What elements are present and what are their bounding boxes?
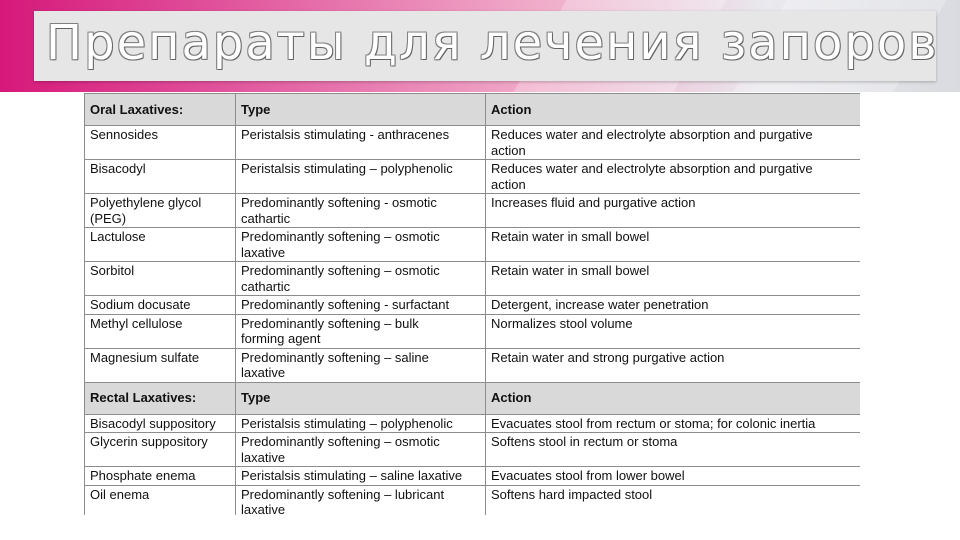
drug-action-line [491, 211, 855, 226]
laxatives-table [84, 93, 860, 515]
drug-type-cell [236, 414, 486, 433]
drug-type-line [241, 143, 480, 158]
drug-action-cell [486, 126, 861, 160]
oral-table-row [85, 194, 861, 228]
oral-table-row [85, 160, 861, 194]
rectal-header-name: Rectal Laxatives: [85, 382, 236, 414]
oral-header-row [85, 94, 861, 126]
drug-action-line: Reduces water and electrolyte absorption and purgative [491, 127, 813, 142]
drug-type-line: laxative [241, 502, 286, 515]
drug-type-cell [236, 433, 486, 467]
drug-action-cell [486, 160, 861, 194]
drug-action-cell [486, 228, 861, 262]
drug-action-line: action [491, 176, 526, 192]
drug-action-line [491, 450, 855, 465]
drug-type-cell [236, 314, 486, 348]
drug-name-cell [85, 467, 236, 486]
drug-type-line: forming agent [241, 331, 321, 346]
drug-name-cell [85, 348, 236, 382]
drug-name-line: Polyethylene glycol [90, 195, 202, 210]
drug-name-cell [85, 126, 236, 160]
drug-action-line [491, 279, 855, 294]
drug-type-line: laxative [241, 449, 286, 465]
drug-type-line [241, 177, 480, 192]
title-box [34, 11, 939, 81]
drug-action-cell [486, 348, 861, 382]
drug-name-line [90, 331, 230, 346]
drug-action-line: Reduces water and electrolyte absorption and purgative [491, 161, 813, 176]
drug-name-line: Lactulose [90, 229, 146, 244]
oral-header-name: Oral Laxatives: [85, 94, 236, 126]
drug-name-line: Bisacodyl suppository [90, 415, 216, 431]
drug-type-line: laxative [241, 365, 286, 380]
rectal-table-row [85, 414, 861, 433]
drug-action-line: Retain water and strong purgative action [491, 349, 725, 365]
drug-action-cell [486, 194, 861, 228]
drug-type-cell [236, 126, 486, 160]
drug-action-line: Softens stool in rectum or stoma [491, 434, 678, 449]
oral-table-row [85, 228, 861, 262]
drug-type-cell [236, 228, 486, 262]
drug-action-line: Normalizes stool volume [491, 315, 633, 331]
drug-type-line: Predominantly softening – osmotic [241, 229, 440, 244]
drug-name-cell [85, 262, 236, 296]
drug-name-line [90, 143, 230, 158]
drug-type-cell [236, 348, 486, 382]
drug-action-line: Retain water in small bowel [491, 229, 650, 244]
oral-header-type: Type [236, 94, 486, 126]
drug-name-line [90, 279, 230, 294]
drug-type-line: Predominantly softening – osmotic [241, 263, 440, 278]
drug-action-cell [486, 485, 861, 515]
drug-name-line [90, 245, 230, 260]
drug-type-line: Peristalsis stimulating – saline laxative [241, 468, 463, 483]
drug-action-line: Retain water in small bowel [491, 263, 650, 278]
drug-name-line: Phosphate enema [90, 468, 196, 483]
rectal-table-row [85, 485, 861, 515]
drug-type-line: Peristalsis stimulating – polyphenolic [241, 415, 453, 431]
drug-type-line: Predominantly softening - surfactant [241, 297, 450, 312]
drug-type-cell [236, 262, 486, 296]
drug-action-cell [486, 296, 861, 315]
drug-name-line [90, 177, 230, 192]
drug-action-line: Evacuates stool from lower bowel [491, 468, 685, 483]
oral-header-action: Action [486, 94, 861, 126]
drug-type-line: laxative [241, 244, 286, 260]
rectal-header-action: Action [486, 382, 861, 414]
drug-action-cell [486, 414, 861, 433]
laxatives-table-container [84, 93, 860, 515]
drug-type-line: Predominantly softening – osmotic [241, 434, 440, 449]
drug-action-line [491, 331, 855, 346]
drug-type-cell [236, 467, 486, 486]
drug-name-line: Oil enema [90, 486, 150, 502]
drug-name-cell [85, 228, 236, 262]
drug-action-cell [486, 314, 861, 348]
drug-action-line: Evacuates stool from rectum or stoma; for colonic inertia [491, 415, 816, 431]
oral-table-row [85, 296, 861, 315]
oral-table-row [85, 348, 861, 382]
drug-action-line: action [491, 142, 526, 158]
drug-action-cell [486, 433, 861, 467]
drug-name-line: Methyl cellulose [90, 315, 183, 331]
drug-type-line: Peristalsis stimulating - anthracenes [241, 127, 450, 142]
drug-action-line [491, 245, 855, 260]
drug-name-line: Glycerin suppository [90, 434, 208, 449]
drug-name-line [90, 502, 230, 515]
drug-name-cell [85, 314, 236, 348]
drug-action-line: Detergent, increase water penetration [491, 297, 709, 312]
oral-table-row [85, 314, 861, 348]
drug-name-line: Sorbitol [90, 263, 135, 278]
drug-name-cell [85, 160, 236, 194]
drug-type-line: Predominantly softening - osmotic [241, 195, 437, 210]
page-title: Препараты для лечения запоров [46, 15, 939, 71]
drug-name-line: Sennosides [90, 127, 158, 142]
rectal-table-row [85, 433, 861, 467]
drug-type-line: cathartic [241, 210, 291, 226]
drug-action-line: Increases fluid and purgative action [491, 195, 696, 210]
drug-name-line [90, 450, 230, 465]
drug-name-line: Bisacodyl [90, 161, 146, 176]
drug-type-line: Peristalsis stimulating – polyphenolic [241, 161, 453, 176]
drug-name-cell [85, 433, 236, 467]
drug-type-cell [236, 194, 486, 228]
drug-action-line: Softens hard impacted stool [491, 486, 653, 502]
drug-name-line: Sodium docusate [90, 297, 191, 312]
drug-type-line: Predominantly softening – saline [241, 349, 429, 365]
drug-action-line [491, 502, 855, 515]
drug-name-cell [85, 485, 236, 515]
drug-action-cell [486, 262, 861, 296]
rectal-table-row [85, 467, 861, 486]
drug-type-cell [236, 296, 486, 315]
oral-table-row [85, 262, 861, 296]
drug-name-cell [85, 414, 236, 433]
drug-type-line: Predominantly softening – bulk [241, 315, 419, 331]
drug-action-line [491, 365, 855, 380]
drug-name-line [90, 365, 230, 380]
drug-name-line: (PEG) [90, 210, 127, 226]
drug-name-line: Magnesium sulfate [90, 349, 200, 365]
drug-type-line: Predominantly softening – lubricant [241, 486, 445, 502]
rectal-header-row [85, 382, 861, 414]
drug-type-line: cathartic [241, 278, 291, 294]
oral-table-row [85, 126, 861, 160]
drug-name-cell [85, 194, 236, 228]
drug-name-cell [85, 296, 236, 315]
drug-action-cell [486, 467, 861, 486]
drug-type-cell [236, 160, 486, 194]
rectal-header-type: Type [236, 382, 486, 414]
drug-type-cell [236, 485, 486, 515]
